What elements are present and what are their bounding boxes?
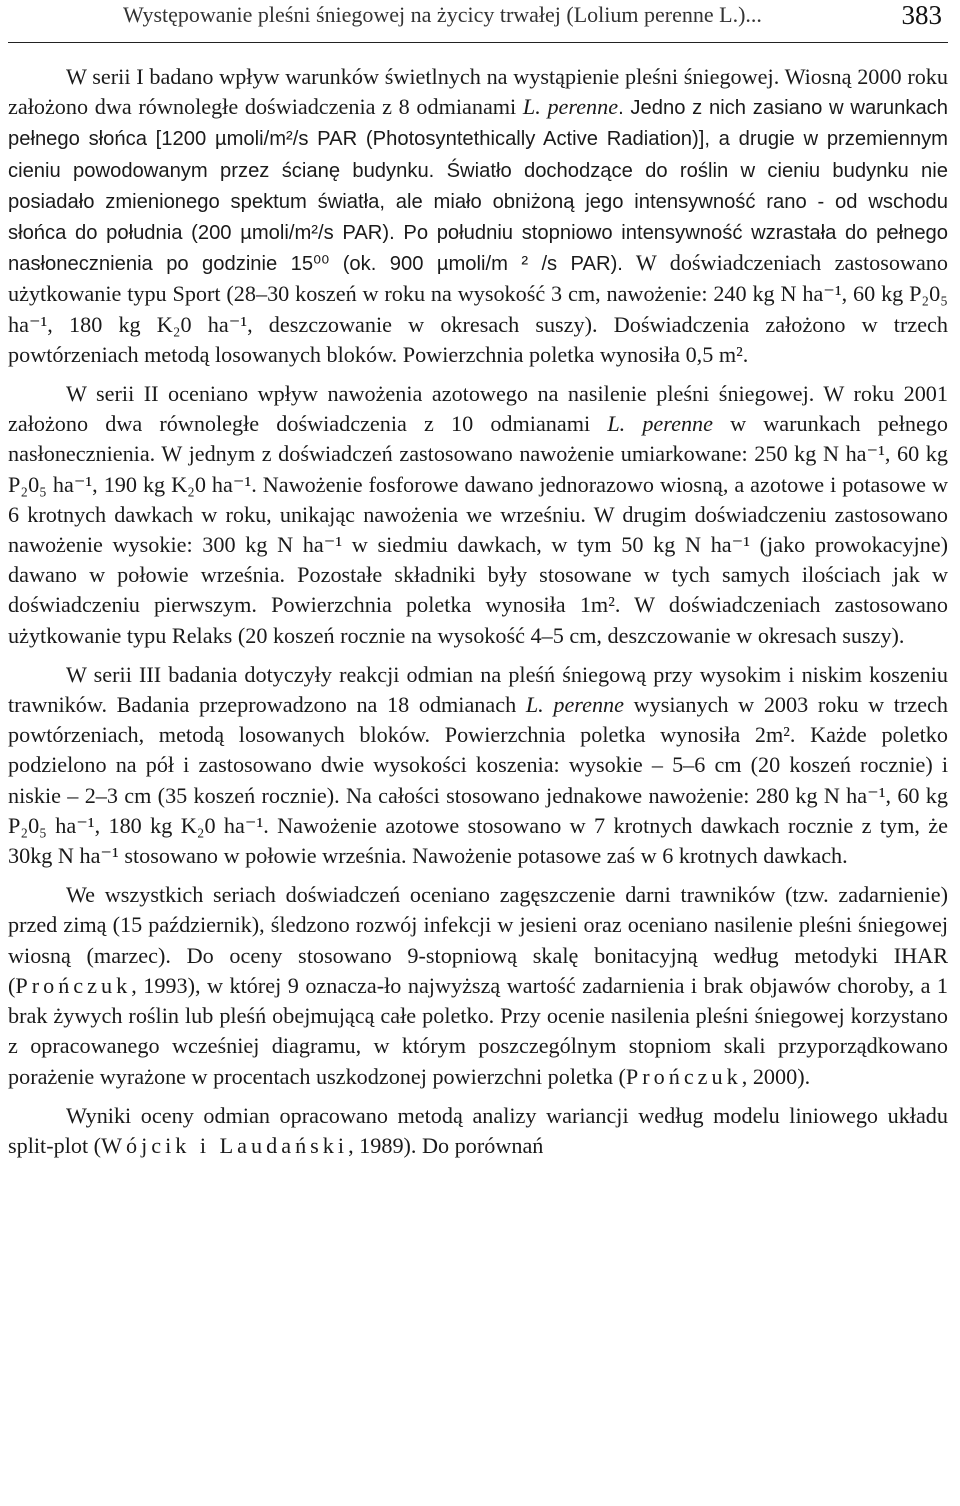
paragraph-series-2 [8, 379, 948, 651]
species-name: L. perenne [522, 94, 619, 120]
paragraph-text-sans: . Jedno z nich zasiano w warunkach pełnego słońca [1200 µmoli/m²/s PAR (Photosyntethically Active Radiation)], a drugie w przemiennym cieniu powodowanym przez ścianę budynku. Światło dochodzące do roślin w cieniu budynku nie posiadało zmienionego spektum światła, ale miało obniżoną jego intensywność rano - od wschodu słońca do południa (200 µmoli/m²/s PAR). Po południu stopniowo intensywność wzrastała do pełnego nasłonecznienia po godzinie 15⁰⁰ (ok. 900 µmoli/m ² /s PAR). [8, 97, 948, 276]
paragraph-assessment [8, 880, 948, 1091]
paragraph-text: W serii III badania dotyczyły reakcji odmian na pleśń śniegową przy wysokim i niskim koszeniu trawników. Badania przeprowadzono na 18 odmianach [8, 661, 948, 718]
paragraph-series-1 [8, 62, 948, 370]
running-title: Występowanie pleśni śniegowej na życicy trwałej (Lolium perenne L.)... [123, 2, 762, 27]
species-name: L. perenne [525, 692, 624, 718]
paragraph-text: wysianych w 2003 roku w trzech powtórzeniach, metodą losowanych bloków. Powierzchnia poletka wynosiła 2m². Każde poletko podzielono na pół i zastosowano dwie wysokości koszenia: wysokie – 5–6 cm (20 koszeń rocznie) i niskie – 2–3 cm (35 koszeń rocznie). Na całości stosowano jednakowe nawożenie: 280 kg N ha⁻¹, 60 kg P₂0₅ ha⁻¹, 180 kg K₂0 ha⁻¹. Nawożenie azotowe stosowano w 7 krotnych dawkach rocznie z tym, że 30kg N ha⁻¹ stosowano w połowie września. Nawożenie potasowe zaś w 6 krotnych dawkach. [8, 692, 948, 869]
paragraph-series-3 [8, 660, 948, 871]
page-number: 383 [901, 0, 942, 30]
paragraph-text: , 1993), w której 9 oznacza-ło najwyższą wartość zadarnienia i brak objawów choroby, a 1 brak żywych roślin lub pleśń obejmującą całe poletko. Przy ocenie nasilenia pleśni śniegowej korzystano z opracowanego wcześniej diagramu, w którym poszczególnym stopniom skali przyporządkowano porażenie wyrażone w procentach uszkodzonej powierzchni poletka ( [8, 972, 948, 1089]
paragraph-text: w warunkach pełnego nasłonecznienia. W jednym z doświadczeń zastosowano nawożenie umiarkowane: 250 kg N ha⁻¹, 60 kg P₂0₅ ha⁻¹, 190 kg K₂0 ha⁻¹. Nawożenie fosforowe dawano jednorazowo wiosną, a azotowe i potasowe w 6 krotnych dawkach w roku, unikając nawożenia we wrześniu. W drugim doświadczeniu zastosowano nawożenie wysokie: 300 kg N ha⁻¹ w siedmiu dawkach, w tym 50 kg N ha⁻¹ (jako prowokacyjne) dawano w połowie września. Pozostałe składniki były stosowane w tych samych ilościach jak w doświadczeniu pierwszym. Powierzchnia poletka wynosiła 1m². W doświadczeniach zastosowano użytkowanie typu Relaks (20 koszeń rocznie na wysokość 4–5 cm, deszczowanie w okresach suszy). [8, 411, 948, 648]
citation-author: Prończuk [625, 1063, 742, 1089]
paragraph-text: W doświadczeniach zastosowano użytkowanie typu Sport (28–30 koszeń w roku na wysokość 3 cm, nawożenie: 240 kg N ha⁻¹, 60 kg P₂0₅ ha⁻¹, 180 kg K₂0 ha⁻¹, deszczowanie w okresach suszy). Doświadczenia założono w trzech powtórzeniach metodą losowanych bloków. Powierzchnia poletka wynosiła 0,5 m². [8, 250, 948, 367]
paragraph-text: Wyniki oceny odmian opracowano metodą analizy wariancji według modelu liniowego układu split-plot ( [8, 1102, 948, 1158]
paragraph-text: We wszystkich seriach doświadczeń oceniano zagęszczenie darni trawników (tzw. zadarnienie) przed zimą (15 październik), śledzono rozwój infekcji w jesieni oraz oceniano nasilenie pleśni śniegowej wiosną (marzec). Do oceny stosowano 9-stopniową skalę bonitacyjną według metodyki IHAR ( [8, 882, 948, 998]
paragraph-text: W serii I badano wpływ warunków świetlnych na wystąpienie pleśni śniegowej. Wiosną 2000 roku założono dwa równoległe doświadczenia z 8 odmianami [8, 64, 948, 120]
running-header [8, 0, 948, 43]
paragraph-analysis [8, 1101, 948, 1161]
paragraph-text: W serii II oceniano wpływ nawożenia azotowego na nasilenie pleśni śniegowej. W roku 2001 założono dwa równoległe doświadczenia z 10 odmianami [8, 381, 948, 437]
paragraph-text: , 1989). Do porównań [348, 1132, 544, 1158]
citation-author: Prończuk [15, 972, 132, 998]
article-body [8, 62, 948, 1161]
species-name: L. perenne [607, 411, 713, 437]
citation-author: Wójcik i Laudański [101, 1132, 349, 1158]
paragraph-text: , 2000). [741, 1063, 811, 1089]
